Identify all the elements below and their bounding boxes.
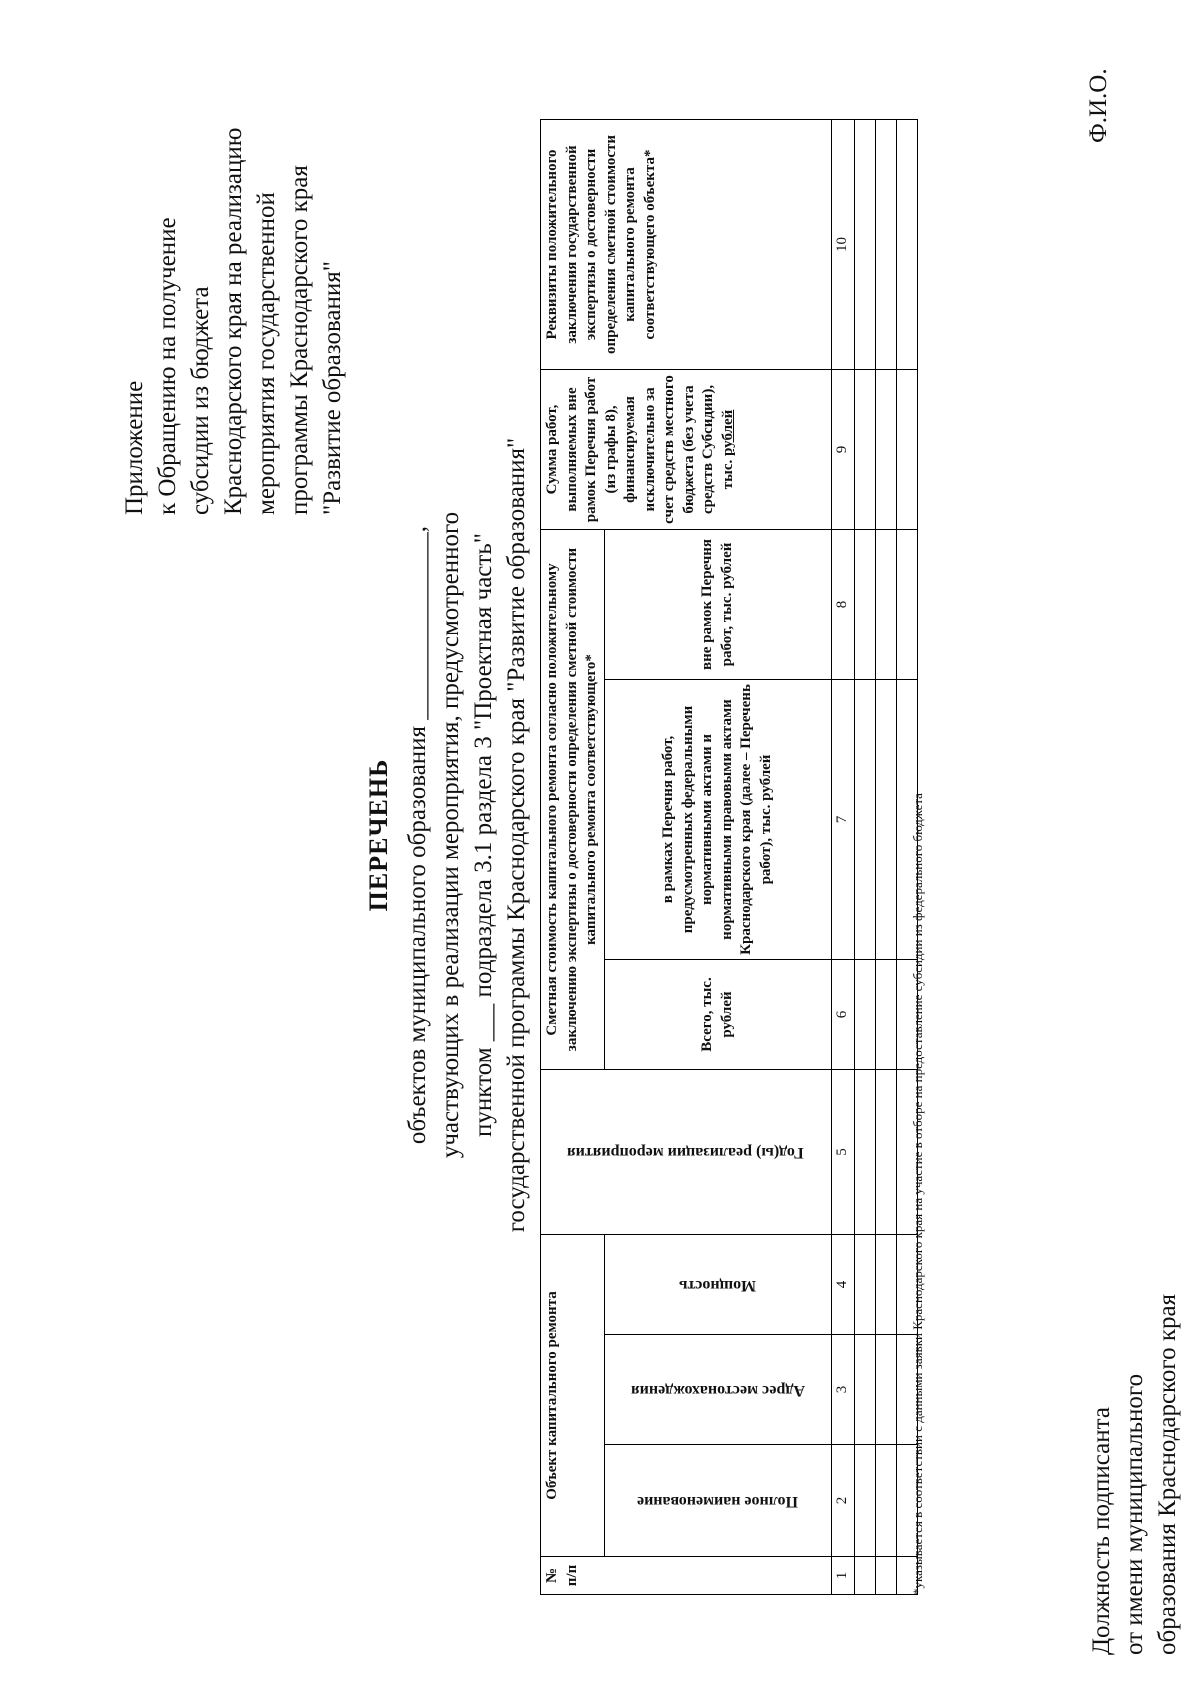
- column-number: 10: [831, 119, 854, 369]
- signatory-block: [1085, 1294, 1184, 1655]
- table-cell: [875, 680, 896, 960]
- title-line: объектов муниципального образования _______________,: [404, 525, 431, 1145]
- header-outside: вне рамок Перечня работ, тыс. рублей: [604, 529, 831, 679]
- column-number: 3: [831, 1335, 854, 1445]
- signatory-line: от имени муниципального: [1121, 1373, 1148, 1655]
- header-full-name-label: Полное наименование: [637, 1492, 798, 1510]
- table-cell: [896, 119, 917, 369]
- table-cell: [854, 960, 875, 1070]
- table-cell: [875, 1445, 896, 1557]
- table-cell: [875, 1070, 896, 1235]
- title-line: государственной программы Краснодарского края "Развитие образования": [503, 437, 530, 1233]
- header-capacity: [604, 1235, 831, 1335]
- header-full-name: [604, 1445, 831, 1557]
- header-sum-local-unit: рублей: [719, 409, 736, 456]
- annex-line: "Развитие образования": [319, 261, 346, 515]
- column-number: 7: [831, 680, 854, 960]
- header-sum-local-text: Сумма работ, выполняемых вне рамок Перечня работ (из графы 8), финансируемая исключительно за счет средств местного бюджета (без учета средств Субсидии), тыс.: [544, 375, 736, 524]
- header-years-label: Год(ы) реализации мероприятия: [567, 1144, 805, 1162]
- table-cell: [875, 960, 896, 1070]
- table-cell: [854, 1070, 875, 1235]
- header-object-group: Объект капитального ремонта: [541, 1235, 605, 1557]
- header-cost-group: Сметная стоимость капитального ремонта согласно положительному заключению экспертизы о достоверности определения сметной стоимости капитального ремонта соответствующего*: [541, 529, 605, 1069]
- header-total: Всего, тыс. рублей: [604, 960, 831, 1070]
- annex-line: субсидии из бюджета: [187, 286, 214, 515]
- annex-line: мероприятия государственной: [253, 192, 280, 515]
- table-cell: [875, 529, 896, 679]
- table-row: [875, 119, 896, 1594]
- column-number-row: [831, 119, 854, 1594]
- annex-line: к Обращению на получение: [154, 217, 181, 515]
- table-cell: [875, 1557, 896, 1595]
- header-within: в рамках Перечня работ, предусмотренных федеральными нормативными актами и нормативными правовыми актами Краснодарского края (далее – Перечень работ), тыс. рублей: [604, 680, 831, 960]
- header-sum-local: [541, 369, 832, 529]
- column-number: 9: [831, 369, 854, 529]
- table-cell: [896, 529, 917, 679]
- title-line: участвующих в реализации мероприятия, предусмотренного: [437, 511, 464, 1159]
- column-number: 2: [831, 1445, 854, 1557]
- footnote: *указывается в соответствии с данными заявки Краснодарского края на участие в отборе на предоставление субсидии из федерального бюджета: [910, 793, 925, 1595]
- signatory-line: образования Краснодарского края: [1154, 1293, 1181, 1655]
- annex-line: программы Краснодарского края: [286, 165, 313, 515]
- header-num: № п/п: [541, 1557, 832, 1595]
- table-cell: [854, 1557, 875, 1595]
- table-cell: [854, 1445, 875, 1557]
- signatory-fio: Ф.И.О.: [1085, 68, 1112, 143]
- table-row: [854, 119, 875, 1594]
- table-cell: [896, 369, 917, 529]
- table-cell: [854, 369, 875, 529]
- annex-line: Приложение: [121, 380, 148, 515]
- annex-note: [118, 45, 349, 515]
- column-number: 6: [831, 960, 854, 1070]
- header-years: [541, 1070, 832, 1235]
- title-line: пунктом ___ подраздела 3.1 раздела 3 "Проектная часть": [470, 533, 497, 1137]
- column-number: 5: [831, 1070, 854, 1235]
- header-address-label: Адрес местонахождения: [630, 1381, 805, 1399]
- header-address: [604, 1335, 831, 1445]
- annex-line: Краснодарского края на реализацию: [220, 127, 247, 515]
- header-row: [541, 119, 605, 1594]
- header-capacity-label: Мощность: [678, 1276, 757, 1294]
- table-cell: [854, 680, 875, 960]
- column-number: 8: [831, 529, 854, 679]
- objects-table: [540, 119, 918, 1595]
- header-details: Реквизиты положительного заключения государственной экспертизы о достоверности определения сметной стоимости капитального ремонта соответствующего объекта*: [541, 119, 832, 369]
- table-cell: [854, 529, 875, 679]
- table-cell: [854, 119, 875, 369]
- table-cell: [875, 119, 896, 369]
- document-title: ПЕРЕЧЕНЬ: [364, 758, 393, 912]
- column-number: 1: [831, 1557, 854, 1595]
- column-number: 4: [831, 1235, 854, 1335]
- table-cell: [875, 1235, 896, 1335]
- table-cell: [854, 1335, 875, 1445]
- table-cell: [854, 1235, 875, 1335]
- signatory-line: Должность подписанта: [1088, 1407, 1115, 1655]
- table-cell: [875, 1335, 896, 1445]
- table-cell: [875, 369, 896, 529]
